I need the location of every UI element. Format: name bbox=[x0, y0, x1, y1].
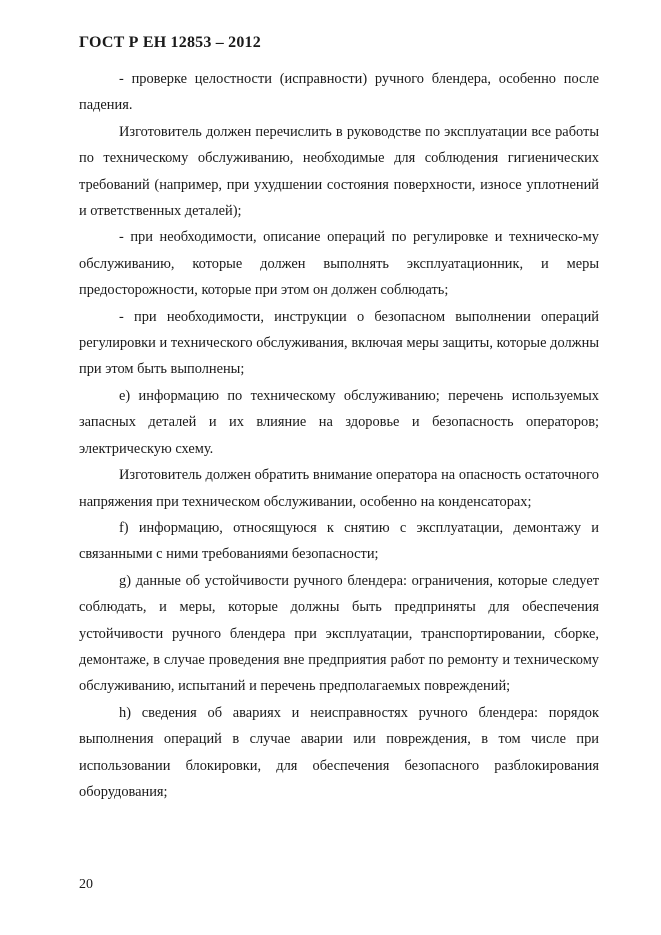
document-header: ГОСТ Р ЕН 12853 – 2012 bbox=[79, 34, 261, 51]
paragraph: - проверке целостности (исправности) ручного блендера, особенно после падения. bbox=[79, 71, 599, 114]
paragraph: h) сведения об авариях и неисправностях ручного блендера: порядок выполнения операций в случае аварии или повреждения, в том числе при использовании блокировки, для обеспечения безопасного разблокирования оборудования; bbox=[79, 704, 599, 800]
paragraph: - при необходимости, описание операций по регулировке и техническо-му обслуживанию, которые должен выполнять эксплуатационник, и меры предосторожности, которые при этом он должен соблюдать; bbox=[79, 229, 599, 299]
paragraph: Изготовитель должен обратить внимание оператора на опасность остаточного напряжения при техническом обслуживании, особенно на конденсаторах; bbox=[79, 467, 599, 510]
page-number: 20 bbox=[79, 877, 93, 892]
paragraph: - при необходимости, инструкции о безопасном выполнении операций регулировки и технического обслуживания, включая меры защиты, которые должны при этом быть выполнены; bbox=[79, 308, 599, 378]
paragraph: е) информацию по техническому обслуживанию; перечень используемых запасных деталей и их влияние на здоровье и безопасность операторов; электрическую схему. bbox=[79, 387, 599, 457]
paragraph: f) информацию, относящуюся к снятию с эксплуатации, демонтажу и связанными с ними требованиями безопасности; bbox=[79, 519, 599, 563]
paragraph: Изготовитель должен перечислить в руководстве по эксплуатации все работы по техническому обслуживанию, необходимые для соблюдения гигиенических требований (например, при ухудшении состояния поверхности, износе уплотнений и ответственных деталей); bbox=[79, 123, 599, 220]
paragraph: g) данные об устойчивости ручного блендера: ограничения, которые следует соблюдать, и меры, которые должны быть предприняты для обеспечения устойчивости ручного блендера при эксплуатации, транспортировании, сборке, демонтаже, в случае проведения вне предприятия работ по ремонту и техническому обслуживанию, испытаний и перечень предполагаемых повреждений; bbox=[79, 572, 599, 695]
document-body bbox=[79, 66, 599, 805]
